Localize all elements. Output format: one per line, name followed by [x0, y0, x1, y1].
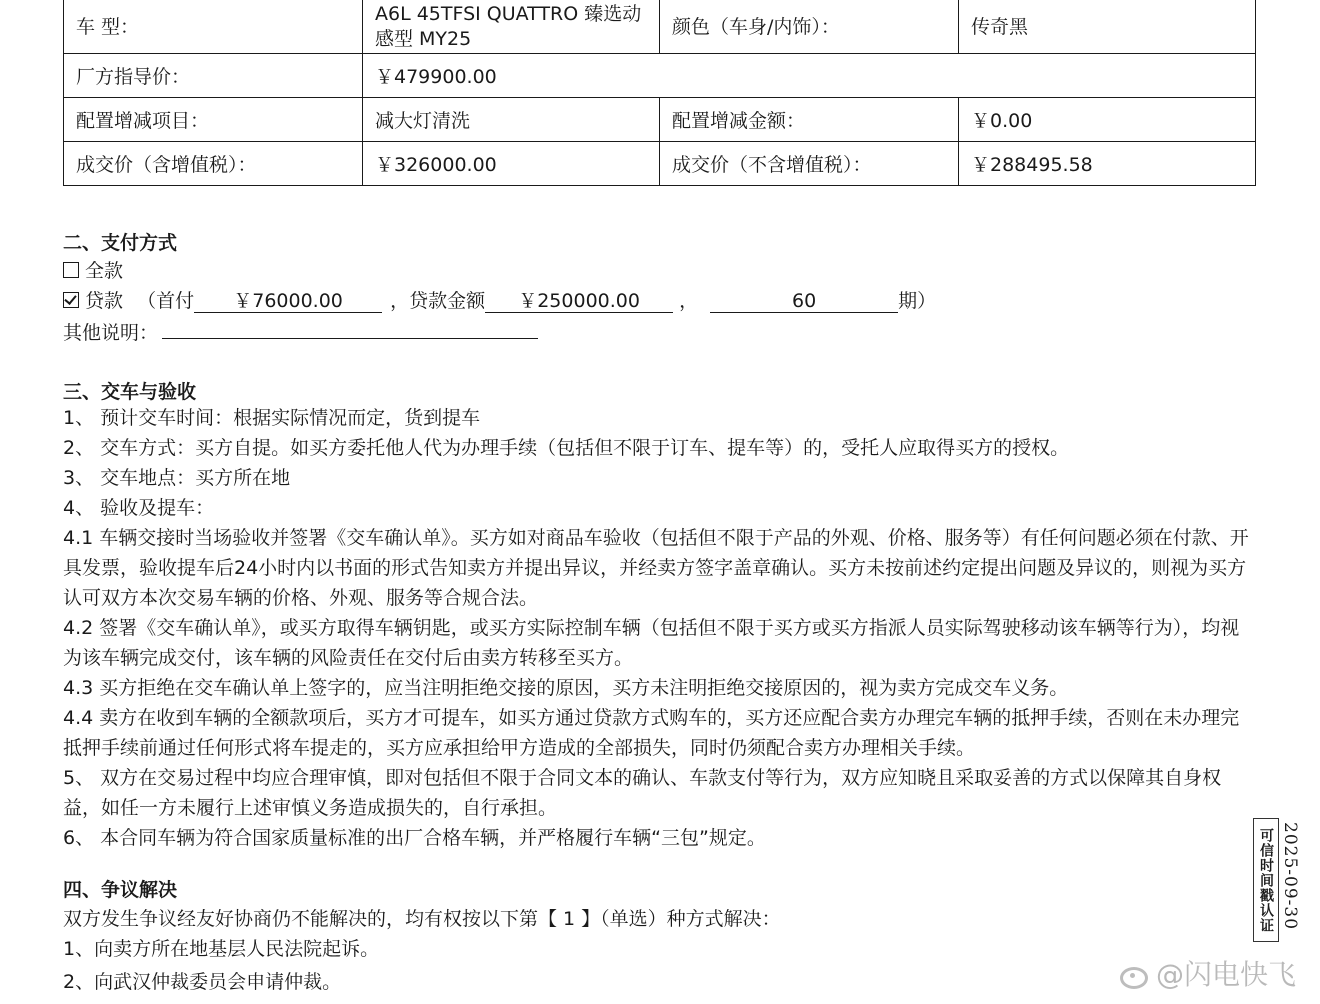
- model-value: A6L 45TFSI QUATTRO 臻选动感型 MY25: [363, 0, 660, 54]
- loan-term-suffix: 期）: [898, 290, 937, 312]
- delivery-item-4-4: 4.4 卖方在收到车辆的全额款项后，买方才可提车，如买方通过贷款方式购车的，买方还应配合卖方办理完车辆的抵押手续，否则在未办理完抵押手续前通过任何形式将车提走的，买方应承担给甲方造成的全部损失，同时仍须配合卖方办理相关手续。: [63, 707, 1240, 759]
- color-label: 颜色（车身/内饰）：: [660, 0, 959, 54]
- loan-amount-value: ￥250000.00: [485, 290, 673, 313]
- comma: ，: [679, 290, 699, 312]
- table-row: [64, 142, 1256, 186]
- config-change-label: 配置增减项目：: [64, 98, 363, 142]
- delivery-item-4-3: 4.3 买方拒绝在交车确认单上签字的，应当注明拒绝交接的原因，买方未注明拒绝交接原因的，视为卖方完成交车义务。: [63, 677, 1069, 699]
- full-payment-option[interactable]: [63, 256, 123, 283]
- delivery-heading: 三、交车与验收: [63, 381, 197, 403]
- down-payment-prefix: （首付: [137, 290, 195, 312]
- payment-heading: 二、支付方式: [63, 232, 178, 254]
- config-amount-value: ￥0.00: [959, 98, 1256, 142]
- delivery-item-4-1: 4.1 车辆交接时当场验收并签署《交车确认单》。买方如对商品车验收（包括但不限于产品的外观、价格、服务等）有任何问题必须在付款、开具发票，验收提车后24小时内以书面的形式告知卖方并提出异议，并经卖方签字盖章确认。买方未按前述约定提出问题及异议的，则视为买方认可双方本次交易车辆的价格、外观、服务等合规合法。: [63, 527, 1249, 609]
- loan-payment-checkbox[interactable]: [63, 292, 79, 308]
- msrp-value: ￥479900.00: [363, 54, 1256, 98]
- price-excl-tax-value: ￥288495.58: [959, 142, 1256, 186]
- delivery-item-3: 3、 交车地点：买方所在地: [63, 467, 291, 489]
- table-row: [64, 0, 1256, 54]
- timestamp-stamp-label: 可信时间戳认证: [1258, 827, 1274, 933]
- loan-amount-prefix: ，贷款金额: [390, 290, 486, 312]
- delivery-item-4: 4、 验收及提车：: [63, 497, 215, 519]
- watermark-text: @闪电快飞: [1156, 958, 1297, 991]
- price-incl-tax-label: 成交价（含增值税）：: [64, 142, 363, 186]
- vehicle-spec-table: [63, 0, 1256, 186]
- delivery-item-2: 2、 交车方式：买方自提。如买方委托他人代为办理手续（包括但不限于订车、提车等）的，受托人应取得买方的授权。: [63, 437, 1070, 459]
- dispute-option-1: 1、向卖方所在地基层人民法院起诉。: [63, 938, 380, 960]
- dispute-option-2: 2、向武汉仲裁委员会申请仲裁。: [63, 971, 342, 993]
- loan-payment-option: [63, 286, 936, 313]
- config-amount-label: 配置增减金额：: [660, 98, 959, 142]
- dispute-heading: 四、争议解决: [63, 879, 178, 901]
- price-excl-tax-label: 成交价（不含增值税）：: [660, 142, 959, 186]
- loan-term-value: 60: [710, 290, 898, 313]
- delivery-item-6: 6、 本合同车辆为符合国家质量标准的出厂合格车辆，并严格履行车辆“三包”规定。: [63, 827, 766, 849]
- weibo-logo-icon: [1118, 959, 1150, 987]
- color-value: 传奇黑: [959, 0, 1256, 54]
- down-payment-value: ￥76000.00: [194, 290, 382, 313]
- msrp-label: 厂方指导价：: [64, 54, 363, 98]
- delivery-item-1: 1、 预计交车时间：根据实际情况而定，货到提车: [63, 407, 481, 429]
- full-payment-label: 全款: [85, 260, 124, 282]
- table-row: [64, 98, 1256, 142]
- other-notes: [63, 316, 538, 345]
- table-row: [64, 54, 1256, 98]
- delivery-item-4-2: 4.2 签署《交车确认单》，或买方取得车辆钥匙，或买方实际控制车辆（包括但不限于买方或买方指派人员实际驾驶移动该车辆等行为），均视为该车辆完成交付，该车辆的风险责任在交付后由卖方转移至买方。: [63, 617, 1240, 669]
- other-notes-label: 其他说明：: [63, 322, 159, 344]
- loan-payment-label: 贷款: [85, 290, 124, 312]
- full-payment-checkbox[interactable]: [63, 262, 79, 278]
- delivery-item-5: 5、 双方在交易过程中均应合理审慎，即对包括但不限于合同文本的确认、车款支付等行为，双方应知晓且采取妥善的方式以保障其自身权益，如任一方未履行上述审慎义务造成损失的，自行承担。: [63, 767, 1222, 819]
- price-incl-tax-value: ￥326000.00: [363, 142, 660, 186]
- timestamp-stamp: [1253, 818, 1279, 942]
- timestamp-date: 2025-09-30: [1280, 822, 1300, 931]
- other-notes-field[interactable]: [162, 316, 538, 339]
- watermark: [1118, 953, 1296, 993]
- model-label: 车 型：: [64, 0, 363, 54]
- config-change-value: 减大灯清洗: [363, 98, 660, 142]
- dispute-intro: 双方发生争议经友好协商仍不能解决的，均有权按以下第【 1 】（单选）种方式解决：: [63, 908, 781, 930]
